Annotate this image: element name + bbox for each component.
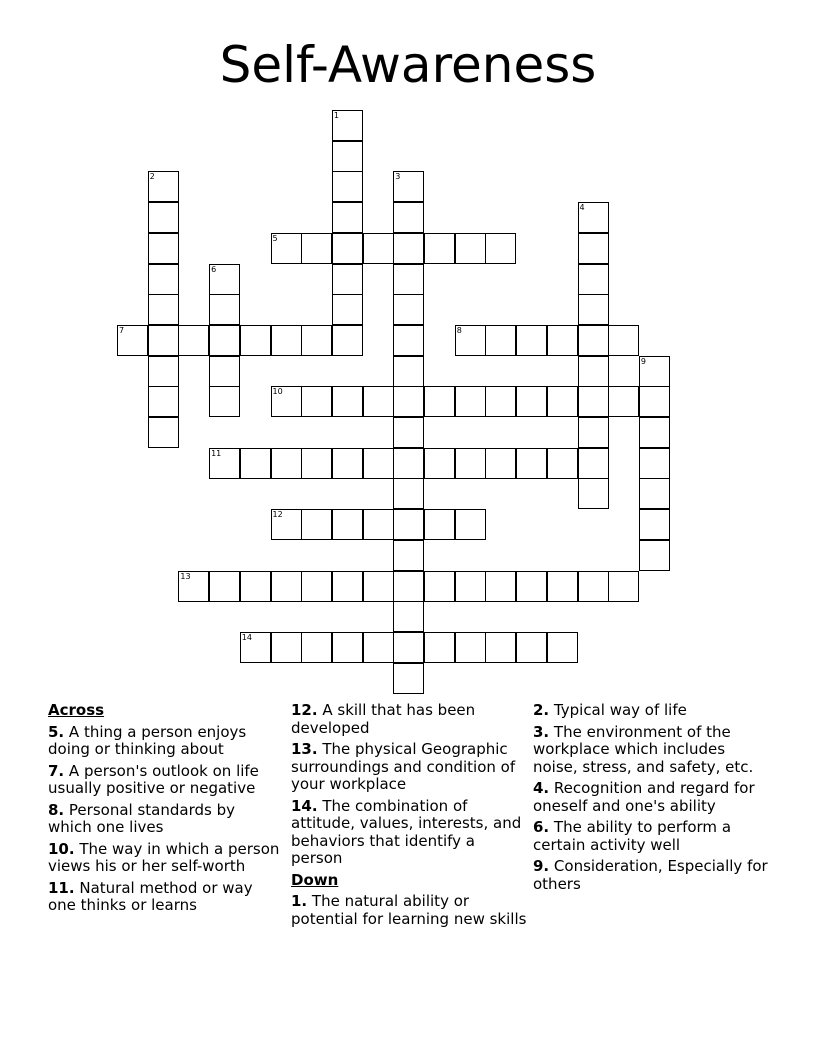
grid-cell[interactable]	[148, 325, 179, 356]
clue-number: 4	[579, 203, 585, 213]
grid-cell[interactable]	[578, 264, 609, 295]
grid-cell[interactable]	[332, 141, 363, 172]
clue-number: 13	[180, 571, 191, 581]
grid-cell[interactable]	[485, 448, 516, 479]
grid-cell[interactable]	[240, 571, 271, 602]
grid-cell[interactable]	[393, 233, 424, 264]
clue-down-6: 6. The ability to perform a certain activity well	[533, 818, 732, 854]
clue-across-13: 13. The physical Geographic surroundings and condition of your workplace	[291, 740, 516, 793]
grid-cell[interactable]	[148, 264, 179, 295]
grid-cell[interactable]	[332, 325, 363, 356]
clue-down-3: 3. The environment of the workplace which includes noise, stress, and safety, etc.	[533, 722, 754, 776]
grid-cell[interactable]	[424, 571, 455, 602]
grid-cell[interactable]	[393, 386, 424, 417]
grid-cell[interactable]	[301, 509, 332, 540]
grid-cell[interactable]	[393, 571, 424, 602]
grid-cell[interactable]	[332, 632, 363, 663]
clue-column-3	[533, 702, 773, 897]
clue-down-2: 2. Typical way of life	[533, 701, 687, 719]
grid-cell[interactable]	[363, 233, 394, 264]
grid-cell[interactable]	[393, 325, 424, 356]
grid-cell[interactable]	[639, 356, 670, 387]
grid-cell[interactable]	[271, 632, 302, 663]
grid-cell[interactable]	[485, 325, 516, 356]
grid-cell[interactable]	[209, 356, 240, 387]
grid-cell[interactable]	[547, 386, 578, 417]
grid-cell[interactable]	[301, 448, 332, 479]
grid-cell[interactable]	[271, 325, 302, 356]
clue-number: 2	[149, 172, 155, 182]
grid-cell[interactable]	[148, 294, 179, 325]
grid-cell[interactable]	[608, 386, 639, 417]
grid-cell[interactable]	[271, 509, 302, 540]
grid-cell[interactable]	[424, 448, 455, 479]
grid-cell[interactable]	[455, 448, 486, 479]
clue-down-1: 1. The natural ability or potential for learning new skills	[291, 892, 527, 928]
grid-cell[interactable]	[455, 571, 486, 602]
grid-cell[interactable]	[393, 632, 424, 663]
grid-cell[interactable]	[608, 325, 639, 356]
grid-cell[interactable]	[578, 386, 609, 417]
grid-cell[interactable]	[301, 632, 332, 663]
clue-number: 11	[211, 448, 222, 458]
clue-number: 7	[119, 325, 125, 335]
grid-cell[interactable]	[608, 571, 639, 602]
grid-cell[interactable]	[424, 386, 455, 417]
grid-cell[interactable]	[363, 632, 394, 663]
grid-cell[interactable]	[393, 264, 424, 295]
grid-cell[interactable]	[639, 540, 670, 571]
grid-cell[interactable]	[393, 356, 424, 387]
clue-number: 1	[333, 111, 339, 120]
clue-number: 9	[640, 356, 646, 366]
grid-cell[interactable]	[209, 448, 240, 479]
grid-cell[interactable]	[578, 356, 609, 387]
grid-cell[interactable]	[271, 571, 302, 602]
clue-number: 6	[211, 264, 217, 274]
grid-cell[interactable]	[271, 386, 302, 417]
grid-cell[interactable]	[516, 325, 547, 356]
grid-cell[interactable]	[209, 294, 240, 325]
clue-across-10: 10. The way in which a person views his or her self-worth	[48, 839, 280, 875]
clue-down-9: 9. Consideration, Especially for others	[533, 857, 768, 893]
grid-cell[interactable]	[178, 325, 209, 356]
grid-cell[interactable]	[301, 571, 332, 602]
grid-cell[interactable]	[209, 386, 240, 417]
grid-cell[interactable]	[393, 540, 424, 571]
grid-cell[interactable]	[639, 509, 670, 540]
grid-cell[interactable]	[547, 448, 578, 479]
grid-cell[interactable]	[578, 233, 609, 264]
grid-cell[interactable]	[301, 233, 332, 264]
grid-cell[interactable]	[424, 509, 455, 540]
grid-cell[interactable]	[363, 386, 394, 417]
grid-cell[interactable]	[363, 509, 394, 540]
grid-cell[interactable]	[639, 386, 670, 417]
clue-across-8: 8. Personal standards by which one lives	[48, 800, 235, 836]
grid-cell[interactable]	[547, 325, 578, 356]
clue-across-14: 14. The combination of attitude, values, interests, and behaviors that identify a person	[291, 796, 522, 867]
grid-cell[interactable]	[271, 448, 302, 479]
grid-cell[interactable]	[393, 478, 424, 509]
down-heading: Down	[291, 870, 339, 889]
grid-cell[interactable]	[578, 571, 609, 602]
grid-cell[interactable]	[393, 171, 424, 202]
clue-column-2	[291, 702, 527, 932]
grid-cell[interactable]	[516, 448, 547, 479]
grid-cell[interactable]	[148, 356, 179, 387]
grid-cell[interactable]	[393, 601, 424, 632]
grid-cell[interactable]	[393, 509, 424, 540]
grid-cell[interactable]	[393, 294, 424, 325]
grid-cell[interactable]	[209, 571, 240, 602]
clue-number: 8	[456, 325, 462, 335]
clue-number: 10	[272, 387, 283, 397]
grid-cell[interactable]	[332, 571, 363, 602]
clue-across-11: 11. Natural method or way one thinks or learns	[48, 878, 253, 914]
page-title: Self-Awareness	[219, 36, 597, 94]
clue-number: 12	[272, 510, 283, 520]
grid-cell[interactable]	[455, 233, 486, 264]
grid-cell[interactable]	[393, 448, 424, 479]
grid-cell[interactable]	[455, 632, 486, 663]
grid-cell[interactable]	[578, 448, 609, 479]
grid-cell[interactable]	[424, 632, 455, 663]
grid-cell[interactable]	[485, 233, 516, 264]
across-heading: Across	[48, 701, 105, 719]
clue-number: 3	[395, 172, 401, 182]
grid-cell[interactable]	[332, 264, 363, 295]
grid-cell[interactable]	[117, 325, 148, 356]
grid-cell[interactable]	[455, 509, 486, 540]
grid-cell[interactable]	[332, 171, 363, 202]
grid-cell[interactable]	[148, 202, 179, 233]
grid-cell[interactable]	[209, 264, 240, 295]
grid-cell[interactable]	[332, 233, 363, 264]
grid-cell[interactable]	[148, 171, 179, 202]
grid-cell[interactable]	[148, 417, 179, 448]
grid-cell[interactable]	[578, 325, 609, 356]
grid-cell[interactable]	[393, 202, 424, 233]
grid-cell[interactable]	[332, 294, 363, 325]
grid-cell[interactable]	[578, 202, 609, 233]
grid-cell[interactable]	[639, 478, 670, 509]
grid-cell[interactable]	[578, 294, 609, 325]
grid-cell[interactable]	[332, 509, 363, 540]
grid-cell[interactable]	[393, 417, 424, 448]
grid-cell[interactable]	[178, 571, 209, 602]
grid-cell[interactable]	[332, 202, 363, 233]
grid-cell[interactable]	[639, 448, 670, 479]
grid-cell[interactable]	[240, 325, 271, 356]
grid-cell[interactable]	[301, 386, 332, 417]
grid-cell[interactable]	[485, 386, 516, 417]
grid-cell[interactable]	[240, 632, 271, 663]
grid-cell[interactable]	[148, 386, 179, 417]
grid-cell[interactable]	[547, 632, 578, 663]
clue-across-12: 12. A skill that has been developed	[291, 701, 476, 737]
clue-column-1	[48, 702, 280, 919]
grid-cell[interactable]	[240, 448, 271, 479]
grid-cell[interactable]	[455, 386, 486, 417]
grid-cell[interactable]	[363, 571, 394, 602]
grid-cell[interactable]	[332, 386, 363, 417]
clue-down-4: 4. Recognition and regard for oneself and one's ability	[533, 779, 755, 815]
grid-cell[interactable]	[209, 325, 240, 356]
clue-across-5: 5. A thing a person enjoys doing or thinking about	[48, 722, 247, 758]
grid-cell[interactable]	[148, 233, 179, 264]
grid-cell[interactable]	[332, 448, 363, 479]
grid-cell[interactable]	[332, 110, 363, 141]
grid-cell[interactable]	[485, 571, 516, 602]
grid-cell[interactable]	[578, 478, 609, 509]
grid-cell[interactable]	[271, 233, 302, 264]
grid-cell[interactable]	[516, 632, 547, 663]
clue-number: 14	[241, 632, 252, 642]
grid-cell[interactable]	[363, 448, 394, 479]
grid-cell[interactable]	[393, 663, 424, 694]
grid-cell[interactable]	[424, 233, 455, 264]
clue-number: 5	[272, 233, 278, 243]
clue-across-7: 7. A person's outlook on life usually positive or negative	[48, 761, 259, 797]
grid-cell[interactable]	[516, 571, 547, 602]
grid-cell[interactable]	[547, 571, 578, 602]
grid-cell[interactable]	[455, 325, 486, 356]
grid-cell[interactable]	[516, 386, 547, 417]
grid-cell[interactable]	[639, 417, 670, 448]
grid-cell[interactable]	[301, 325, 332, 356]
grid-cell[interactable]	[578, 417, 609, 448]
grid-cell[interactable]	[485, 632, 516, 663]
